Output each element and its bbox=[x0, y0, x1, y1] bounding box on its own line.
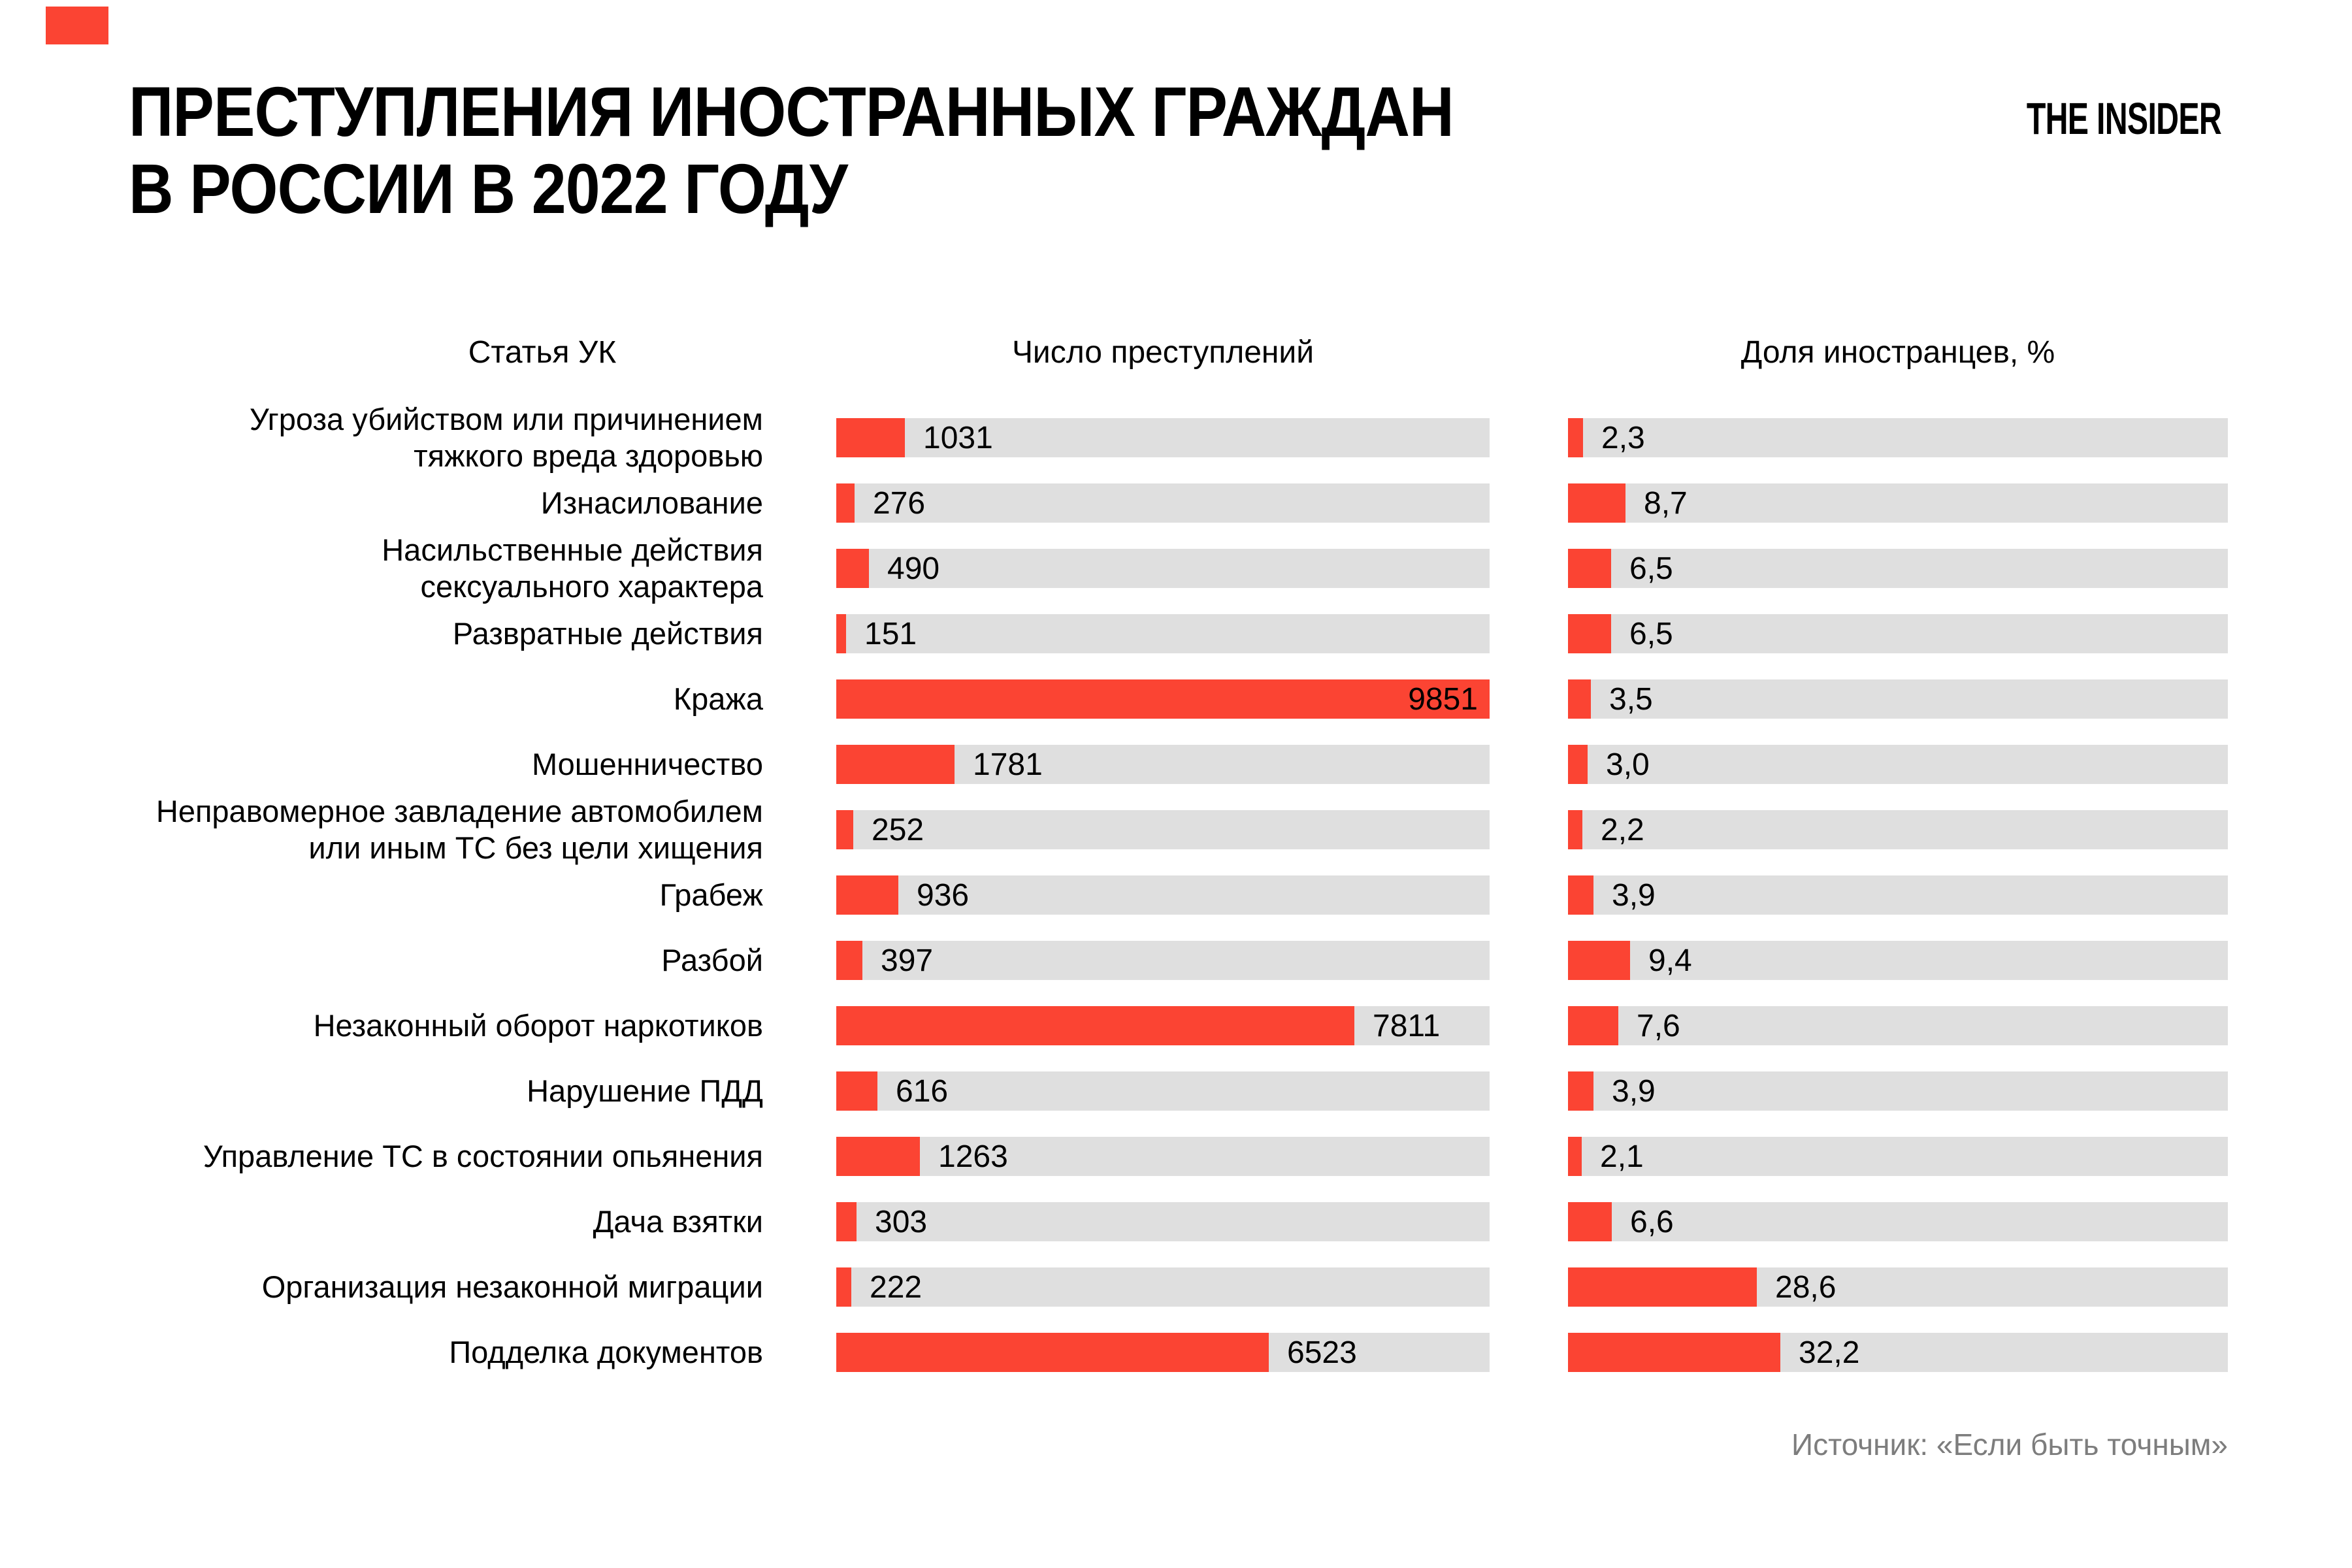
crimes-bar-track bbox=[836, 679, 1490, 719]
share-bar-fill bbox=[1568, 679, 1591, 719]
crimes-bar-track bbox=[836, 1202, 1490, 1241]
share-value: 3,9 bbox=[1612, 1074, 1656, 1109]
share-bar-fill bbox=[1568, 614, 1611, 653]
table-row bbox=[0, 1124, 2352, 1189]
crimes-bar-track bbox=[836, 1333, 1490, 1372]
table-row bbox=[0, 666, 2352, 732]
share-bar-track bbox=[1568, 1333, 2228, 1372]
crime-article-label-line: Подделка документов bbox=[449, 1335, 763, 1369]
table-row bbox=[0, 402, 2352, 473]
share-bar-track bbox=[1568, 810, 2228, 849]
page-title-line2: В РОССИИ В 2022 ГОДУ bbox=[129, 149, 847, 228]
crime-article-label bbox=[131, 732, 763, 797]
share-value: 2,2 bbox=[1601, 813, 1644, 847]
share-value: 2,3 bbox=[1601, 421, 1645, 455]
crimes-bar-track bbox=[836, 1267, 1490, 1307]
share-bar-track bbox=[1568, 679, 2228, 719]
crime-article-label-line: Мошенничество bbox=[531, 747, 763, 781]
crime-article-label bbox=[131, 601, 763, 666]
crimes-value: 1263 bbox=[938, 1139, 1008, 1174]
crime-article-label bbox=[131, 402, 763, 473]
table-row bbox=[0, 732, 2352, 797]
crimes-value: 7811 bbox=[1373, 1009, 1441, 1043]
crime-article-label-line: или иным ТС без цели хищения bbox=[308, 830, 763, 865]
crime-article-label bbox=[131, 928, 763, 993]
share-value: 3,5 bbox=[1609, 682, 1653, 717]
crime-article-label bbox=[131, 1320, 763, 1385]
crimes-bar-fill bbox=[836, 679, 1490, 719]
share-value: 3,0 bbox=[1606, 747, 1650, 782]
crimes-bar-track bbox=[836, 1137, 1490, 1176]
share-bar-track bbox=[1568, 745, 2228, 784]
crime-article-label-line: Управление ТС в состоянии опьянения bbox=[203, 1139, 763, 1173]
crime-article-label bbox=[131, 470, 763, 536]
crime-article-label bbox=[131, 1058, 763, 1124]
crime-article-label-line: Изнасилование bbox=[540, 485, 763, 520]
crimes-bar-fill bbox=[836, 483, 855, 523]
share-value: 6,6 bbox=[1630, 1205, 1674, 1239]
share-bar-fill bbox=[1568, 810, 1582, 849]
crime-article-label-line: тяжкого вреда здоровью bbox=[414, 438, 763, 473]
table-row bbox=[0, 601, 2352, 666]
share-bar-fill bbox=[1568, 875, 1593, 915]
crime-article-label-line: Угроза убийством или причинением bbox=[249, 402, 763, 436]
share-value: 6,5 bbox=[1629, 617, 1673, 651]
crimes-bar-track bbox=[836, 810, 1490, 849]
crimes-value: 222 bbox=[870, 1270, 923, 1305]
crime-article-label-line: Незаконный оборот наркотиков bbox=[313, 1008, 763, 1043]
column-header-crimes-count: Число преступлений bbox=[1011, 335, 1315, 370]
crimes-value: 490 bbox=[887, 551, 940, 586]
share-value: 32,2 bbox=[1799, 1335, 1860, 1370]
crimes-bar-track bbox=[836, 483, 1490, 523]
crime-article-label bbox=[131, 862, 763, 928]
share-value: 2,1 bbox=[1600, 1139, 1644, 1174]
share-bar-track bbox=[1568, 1202, 2228, 1241]
table-row bbox=[0, 1058, 2352, 1124]
table-row bbox=[0, 470, 2352, 536]
share-value: 28,6 bbox=[1775, 1270, 1837, 1305]
share-bar-track bbox=[1568, 1006, 2228, 1045]
crimes-value: 397 bbox=[881, 943, 934, 978]
crimes-bar-fill bbox=[836, 418, 905, 457]
crimes-value: 616 bbox=[896, 1074, 949, 1109]
crimes-value: 6523 bbox=[1287, 1335, 1357, 1370]
crimes-bar-fill bbox=[836, 1006, 1354, 1045]
the-insider-logo: THE INSIDER bbox=[2026, 93, 2221, 144]
share-value: 9,4 bbox=[1648, 943, 1692, 978]
column-header-foreigners-share: Доля иностранцев, % bbox=[1740, 335, 2055, 370]
page-title-line1: ПРЕСТУПЛЕНИЯ ИНОСТРАННЫХ ГРАЖДАН bbox=[129, 72, 1454, 151]
crimes-bar-fill bbox=[836, 745, 955, 784]
share-bar-track bbox=[1568, 1137, 2228, 1176]
crime-article-label-line: Насильственные действия bbox=[382, 532, 763, 567]
crime-article-label-line: Разбой bbox=[661, 943, 763, 977]
table-row bbox=[0, 993, 2352, 1058]
source-credit: Источник: «Если быть точным» bbox=[1791, 1428, 2228, 1462]
crimes-bar-fill bbox=[836, 549, 869, 588]
share-value: 6,5 bbox=[1629, 551, 1673, 586]
crimes-bar-track bbox=[836, 1071, 1490, 1111]
crimes-bar-track bbox=[836, 875, 1490, 915]
share-value: 7,6 bbox=[1637, 1009, 1680, 1043]
crimes-value: 936 bbox=[917, 878, 970, 913]
crimes-bar-fill bbox=[836, 1202, 857, 1241]
share-bar-fill bbox=[1568, 1202, 1612, 1241]
crime-article-label-line: Неправомерное завладение автомобилем bbox=[155, 794, 763, 828]
share-bar-fill bbox=[1568, 1071, 1593, 1111]
crime-article-label-line: сексуального характера bbox=[420, 569, 763, 604]
table-row bbox=[0, 928, 2352, 993]
crime-article-label bbox=[131, 666, 763, 732]
crimes-bar-track bbox=[836, 418, 1490, 457]
share-bar-track bbox=[1568, 549, 2228, 588]
crimes-bar-fill bbox=[836, 1333, 1269, 1372]
crimes-bar-fill bbox=[836, 875, 898, 915]
crime-article-label-line: Кража bbox=[673, 681, 763, 716]
share-bar-fill bbox=[1568, 549, 1611, 588]
table-row bbox=[0, 532, 2352, 604]
crimes-value: 9851 bbox=[1408, 682, 1478, 717]
share-bar-track bbox=[1568, 941, 2228, 980]
table-row bbox=[0, 794, 2352, 865]
table-row bbox=[0, 1320, 2352, 1385]
share-bar-track bbox=[1568, 418, 2228, 457]
table-row bbox=[0, 862, 2352, 928]
crimes-value: 276 bbox=[873, 486, 926, 521]
crime-article-label bbox=[131, 532, 763, 604]
share-bar-fill bbox=[1568, 1333, 1780, 1372]
crime-article-label bbox=[131, 1189, 763, 1254]
share-bar-fill bbox=[1568, 745, 1588, 784]
crimes-bar-track bbox=[836, 1006, 1490, 1045]
crimes-value: 1781 bbox=[973, 747, 1043, 782]
table-row bbox=[0, 1189, 2352, 1254]
share-bar-fill bbox=[1568, 1267, 1757, 1307]
crimes-value: 1031 bbox=[923, 421, 993, 455]
crime-article-label-line: Дача взятки bbox=[593, 1204, 763, 1239]
share-bar-fill bbox=[1568, 483, 1625, 523]
share-bar-track bbox=[1568, 483, 2228, 523]
crimes-bar-fill bbox=[836, 1267, 851, 1307]
share-value: 8,7 bbox=[1644, 486, 1688, 521]
share-value: 3,9 bbox=[1612, 878, 1656, 913]
crime-article-label bbox=[131, 993, 763, 1058]
share-bar-fill bbox=[1568, 1137, 1582, 1176]
crimes-bar-fill bbox=[836, 1137, 920, 1176]
share-bar-track bbox=[1568, 614, 2228, 653]
crimes-bar-fill bbox=[836, 810, 853, 849]
crimes-bar-track bbox=[836, 941, 1490, 980]
share-bar-fill bbox=[1568, 941, 1630, 980]
crime-article-label bbox=[131, 1124, 763, 1189]
crime-article-label-line: Нарушение ПДД bbox=[527, 1073, 763, 1108]
column-header-article: Статья УК bbox=[468, 335, 617, 370]
crimes-value: 252 bbox=[872, 813, 924, 847]
crime-article-label-line: Развратные действия bbox=[452, 616, 763, 651]
share-bar-track bbox=[1568, 1071, 2228, 1111]
crime-article-label bbox=[131, 1254, 763, 1320]
share-bar-fill bbox=[1568, 418, 1583, 457]
share-bar-track bbox=[1568, 875, 2228, 915]
crimes-bar-track bbox=[836, 549, 1490, 588]
crimes-value: 303 bbox=[875, 1205, 928, 1239]
crime-article-label-line: Грабеж bbox=[659, 877, 763, 912]
share-bar-fill bbox=[1568, 1006, 1618, 1045]
crime-article-label-line: Организация незаконной миграции bbox=[261, 1269, 763, 1304]
crimes-value: 151 bbox=[864, 617, 917, 651]
crimes-bar-fill bbox=[836, 1071, 877, 1111]
crimes-bar-track bbox=[836, 614, 1490, 653]
table-row bbox=[0, 1254, 2352, 1320]
crimes-bar-fill bbox=[836, 941, 862, 980]
crimes-bar-track bbox=[836, 745, 1490, 784]
crime-article-label bbox=[131, 794, 763, 865]
share-bar-track bbox=[1568, 1267, 2228, 1307]
crimes-bar-fill bbox=[836, 614, 846, 653]
